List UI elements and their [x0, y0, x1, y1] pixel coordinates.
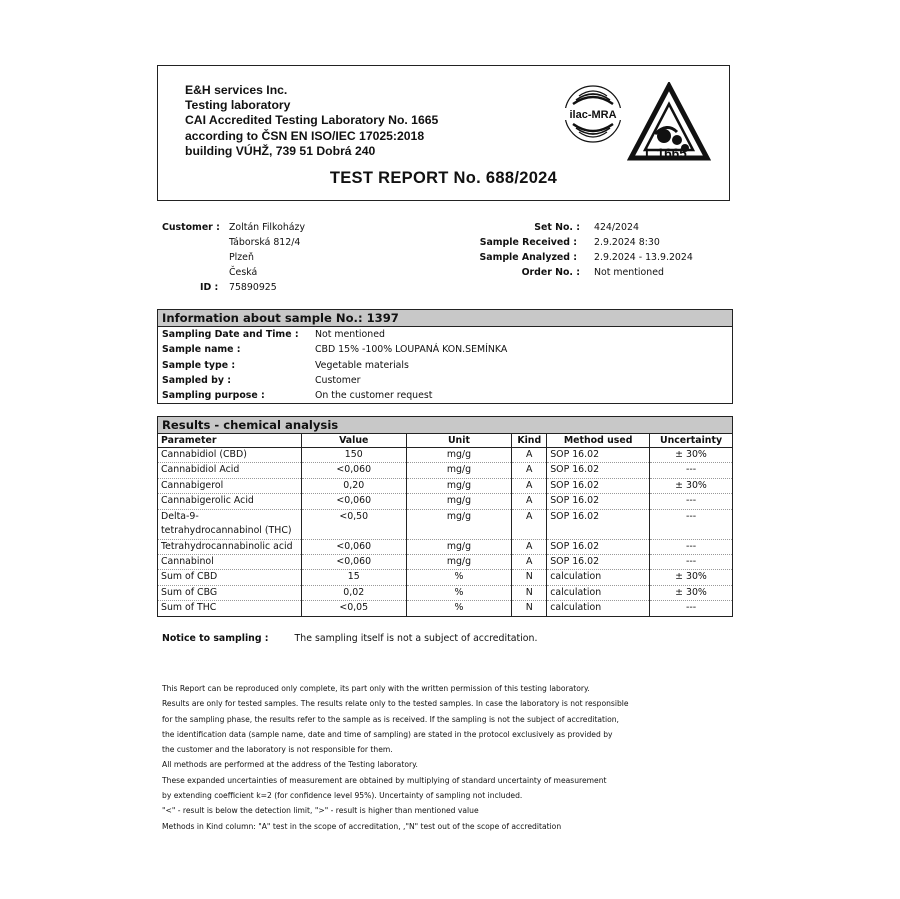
- sample-info-row: [158, 373, 733, 388]
- result-row: [158, 539, 733, 554]
- customer-section: [162, 222, 702, 302]
- lab-type: Testing laboratory: [185, 98, 291, 113]
- customer-street: Táborská 812/4: [229, 237, 301, 248]
- result-value: 15: [301, 570, 406, 585]
- result-value: <0,50: [301, 509, 406, 539]
- sample-info-row: [158, 388, 733, 404]
- results-header-row: [158, 434, 733, 448]
- result-uncertainty: ± 30%: [650, 570, 733, 585]
- result-method: calculation: [547, 570, 650, 585]
- customer-name: Zoltán Filkoházy: [229, 222, 306, 233]
- result-parameter: Cannabigerolic Acid: [158, 494, 302, 509]
- result-method: SOP 16.02: [547, 539, 650, 554]
- sample-info-label: Sampled by :: [162, 375, 231, 387]
- report-header: [157, 65, 730, 201]
- sample-info-value: On the customer request: [315, 390, 433, 402]
- result-row: [158, 570, 733, 585]
- result-method: SOP 16.02: [547, 478, 650, 493]
- column-header: Kind: [512, 434, 547, 448]
- result-kind: N: [512, 570, 547, 585]
- result-value: <0,060: [301, 494, 406, 509]
- sample-info-row: [158, 327, 733, 343]
- set-no-label: Set No. :: [534, 222, 580, 233]
- result-parameter: Cannabigerol: [158, 478, 302, 493]
- result-parameter: Cannabidiol (CBD): [158, 448, 302, 463]
- sample-info-label: Sample type :: [162, 359, 236, 371]
- result-uncertainty: ± 30%: [650, 478, 733, 493]
- result-row: [158, 478, 733, 493]
- result-unit: %: [406, 570, 512, 585]
- lab-standard: according to ČSN EN ISO/IEC 17025:2018: [185, 128, 425, 143]
- result-method: SOP 16.02: [547, 509, 650, 539]
- footnote-line: for the sampling phase, the results refer to the sample as is received. If the sampling is not the subject of accreditation,: [162, 714, 619, 724]
- result-method: SOP 16.02: [547, 448, 650, 463]
- result-uncertainty: ± 30%: [650, 448, 733, 463]
- result-row: [158, 448, 733, 463]
- result-parameter: Sum of CBG: [158, 585, 302, 600]
- result-kind: A: [512, 463, 547, 478]
- result-method: SOP 16.02: [547, 463, 650, 478]
- result-method: calculation: [547, 601, 650, 616]
- customer-label: Customer :: [162, 222, 220, 233]
- result-parameter: Sum of CBD: [158, 570, 302, 585]
- result-row: [158, 463, 733, 478]
- footnote-line: These expanded uncertainties of measurement are obtained by multiplying of standard uncertainty of measurement: [162, 775, 607, 785]
- result-parameter: Delta-9-tetrahydrocannabinol (THC): [158, 509, 302, 539]
- footnote-line: by extending coefficient k=2 (for confidence level 95%). Uncertainty of sampling not included.: [162, 791, 523, 801]
- ilac-mra-logo-icon: [561, 82, 625, 146]
- sample-info-table: [157, 309, 733, 404]
- result-uncertainty: ± 30%: [650, 585, 733, 600]
- footnote-line: This Report can be reproduced only complete, its part only with the written permission of this testing laboratory.: [162, 684, 590, 693]
- sample-info-value: CBD 15% -100% LOUPANÁ KON.SEMÍNKA: [315, 344, 508, 356]
- result-unit: %: [406, 585, 512, 600]
- sample-info-row: [158, 358, 733, 373]
- result-parameter: Tetrahydrocannabinolic acid: [158, 539, 302, 554]
- lab-accreditation: CAI Accredited Testing Laboratory No. 1665: [185, 113, 439, 128]
- result-row: [158, 509, 733, 539]
- footnote-line: the identification data (sample name, date and time of sampling) are stated in the protocol exclusively as provided by: [162, 729, 613, 739]
- result-parameter: Cannabinol: [158, 554, 302, 569]
- notice-text: The sampling itself is not a subject of accreditation.: [294, 633, 538, 644]
- column-header: Parameter: [158, 434, 302, 448]
- result-unit: mg/g: [406, 448, 512, 463]
- result-row: [158, 554, 733, 569]
- result-kind: A: [512, 539, 547, 554]
- result-kind: A: [512, 494, 547, 509]
- sample-info-row: [158, 342, 733, 357]
- result-method: calculation: [547, 585, 650, 600]
- result-unit: mg/g: [406, 509, 512, 539]
- svg-text:ilac-MRA: ilac-MRA: [569, 109, 617, 121]
- report-title: TEST REPORT No. 688/2024: [329, 169, 558, 187]
- sample-info-value: Not mentioned: [315, 329, 385, 341]
- result-uncertainty: ---: [650, 494, 733, 509]
- customer-id-label: ID :: [200, 282, 219, 293]
- result-unit: mg/g: [406, 478, 512, 493]
- result-uncertainty: ---: [650, 539, 733, 554]
- result-row: [158, 494, 733, 509]
- sampling-notice: [162, 633, 537, 644]
- footnote-line: Results are only for tested samples. The results relate only to the tested samples. In case the laboratory is not responsible: [162, 699, 629, 709]
- result-uncertainty: ---: [650, 463, 733, 478]
- result-uncertainty: ---: [650, 509, 733, 539]
- sample-info-value: Vegetable materials: [315, 359, 409, 371]
- result-kind: A: [512, 554, 547, 569]
- result-unit: mg/g: [406, 494, 512, 509]
- sample-info-value: Customer: [315, 375, 361, 387]
- result-uncertainty: ---: [650, 554, 733, 569]
- footnote-line: the customer and the laboratory is not responsible for them.: [162, 745, 393, 755]
- cai-lab-code: L 1665: [645, 146, 687, 161]
- column-header: Method used: [547, 434, 650, 448]
- footnotes: [162, 681, 722, 834]
- result-value: <0,05: [301, 601, 406, 616]
- sample-received: 2.9.2024 8:30: [594, 237, 660, 248]
- result-kind: N: [512, 601, 547, 616]
- customer-country: Česká: [229, 267, 258, 278]
- column-header: Unit: [406, 434, 512, 448]
- result-parameter: Sum of THC: [158, 601, 302, 616]
- result-unit: mg/g: [406, 463, 512, 478]
- result-value: <0,060: [301, 554, 406, 569]
- sample-received-label: Sample Received :: [479, 237, 577, 248]
- result-value: <0,060: [301, 539, 406, 554]
- customer-id: 75890925: [229, 282, 277, 293]
- order-no-label: Order No. :: [521, 267, 580, 278]
- customer-city: Plzeň: [229, 252, 254, 263]
- cai-accreditation-logo-icon: [627, 82, 711, 182]
- result-kind: N: [512, 585, 547, 600]
- footnote-line: All methods are performed at the address of the Testing laboratory.: [162, 760, 418, 770]
- sample-analyzed: 2.9.2024 - 13.9.2024: [594, 252, 693, 263]
- column-header: Value: [301, 434, 406, 448]
- results-table: [157, 416, 733, 617]
- result-row: [158, 585, 733, 600]
- results-body: [158, 448, 733, 617]
- result-row: [158, 601, 733, 616]
- sample-analyzed-label: Sample Analyzed :: [479, 252, 577, 263]
- footnote-line: Methods in Kind column: "A" test in the scope of accreditation, ,"N" test out of the scope of accreditation: [162, 821, 562, 831]
- result-kind: A: [512, 448, 547, 463]
- result-value: <0,060: [301, 463, 406, 478]
- set-no: 424/2024: [594, 222, 639, 233]
- sample-info-label: Sampling Date and Time :: [162, 329, 299, 341]
- lab-address: building VÚHŽ, 739 51 Dobrá 240: [185, 143, 376, 158]
- sample-info-label: Sampling purpose :: [162, 390, 265, 402]
- result-method: SOP 16.02: [547, 554, 650, 569]
- result-kind: A: [512, 478, 547, 493]
- results-heading: Results - chemical analysis: [158, 417, 733, 434]
- result-unit: mg/g: [406, 554, 512, 569]
- result-unit: mg/g: [406, 539, 512, 554]
- result-value: 0,02: [301, 585, 406, 600]
- result-value: 150: [301, 448, 406, 463]
- result-method: SOP 16.02: [547, 494, 650, 509]
- result-uncertainty: ---: [650, 601, 733, 616]
- order-no: Not mentioned: [594, 267, 664, 278]
- notice-label: Notice to sampling :: [162, 633, 269, 644]
- sample-info-heading: Information about sample No.: 1397: [158, 310, 733, 327]
- footnote-line: "<" - result is below the detection limit, ">" - result is higher than mentioned value: [162, 806, 479, 816]
- result-parameter: Cannabidiol Acid: [158, 463, 302, 478]
- result-value: 0,20: [301, 478, 406, 493]
- lab-name: E&H services Inc.: [185, 83, 288, 97]
- result-unit: %: [406, 601, 512, 616]
- sample-info-label: Sample name :: [162, 344, 241, 356]
- laboratory-info: [185, 83, 438, 159]
- column-header: Uncertainty: [650, 434, 733, 448]
- result-kind: A: [512, 509, 547, 539]
